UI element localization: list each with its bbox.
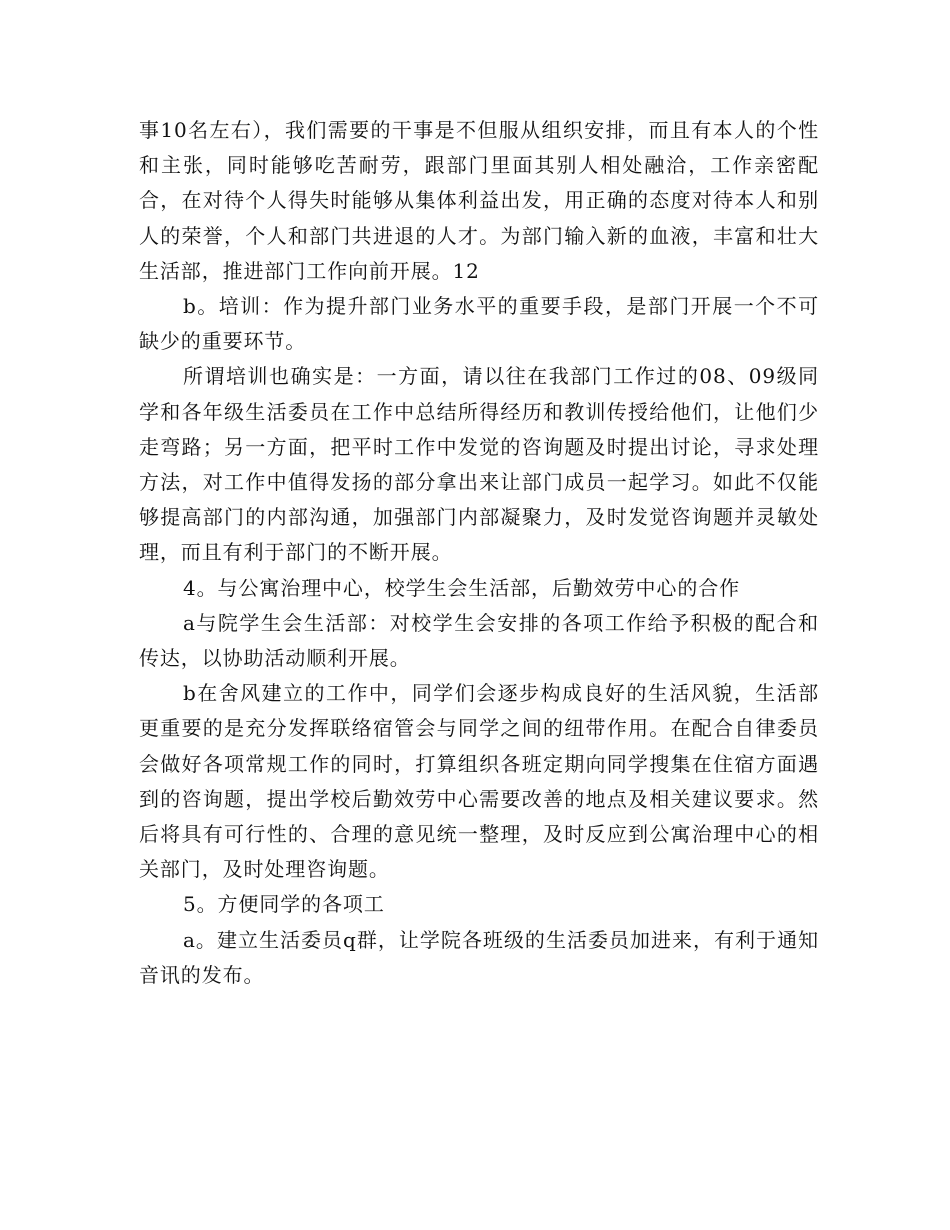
paragraph-cooperation-b: b在舍风建立的工作中，同学们会逐步构成良好的生活风貌，生活部更重要的是充分发挥联络宿管会与同学之间的纽带作用。在配合自律委员会做好各项常规工作的同时，打算组织各班定期向同学搜集在住宿方面遇到的咨询题，提出学校后勤效劳中心需要改善的地点及相关建议要求。然后将具有可行性的、合理的意见统一整理，及时反应到公寓治理中心的相关部门，及时处理咨询题。: [139, 681, 819, 882]
paragraph-services-a: a。建立生活委员q群，让学院各班级的生活委员加进来，有利于通知音讯的发布。: [139, 927, 819, 987]
paragraph-recruitment-continuation: 事10名左右），我们需要的干事是不但服从组织安排，而且有本人的个性和主张，同时能够吃苦耐劳，跟部门里面其别人相处融洽，工作亲密配合，在对待个人得失时能够从集体利益出发，用正确的态度对待本人和别人的荣誉，个人和部门共进退的人才。为部门输入新的血液，丰富和壮大生活部，推进部门工作向前开展。12: [139, 118, 819, 283]
paragraph-training: b。培训：作为提升部门业务水平的重要手段，是部门开展一个不可缺少的重要环节。: [139, 294, 819, 354]
document-page: [139, 113, 819, 993]
paragraph-cooperation-a: a与院学生会生活部：对校学生会安排的各项工作给予积极的配合和传达，以协助活动顺利开展。: [139, 610, 819, 671]
section-heading-student-services: 5。方便同学的各项工: [183, 892, 385, 917]
section-heading-cooperation: 4。与公寓治理中心，校学生会生活部，后勤效劳中心的合作: [183, 575, 741, 600]
paragraph-training-details: 所谓培训也确实是：一方面，请以往在我部门工作过的08、09级同学和各年级生活委员在工作中总结所得经历和教训传授给他们，让他们少走弯路；另一方面，把平时工作中发觉的咨询题及时提出讨论，寻求处理方法，对工作中值得发扬的部分拿出来让部门成员一起学习。如此不仅能够提高部门的内部沟通，加强部门内部凝聚力，及时发觉咨询题并灵敏处理，而且有利于部门的不断开展。: [139, 364, 819, 565]
